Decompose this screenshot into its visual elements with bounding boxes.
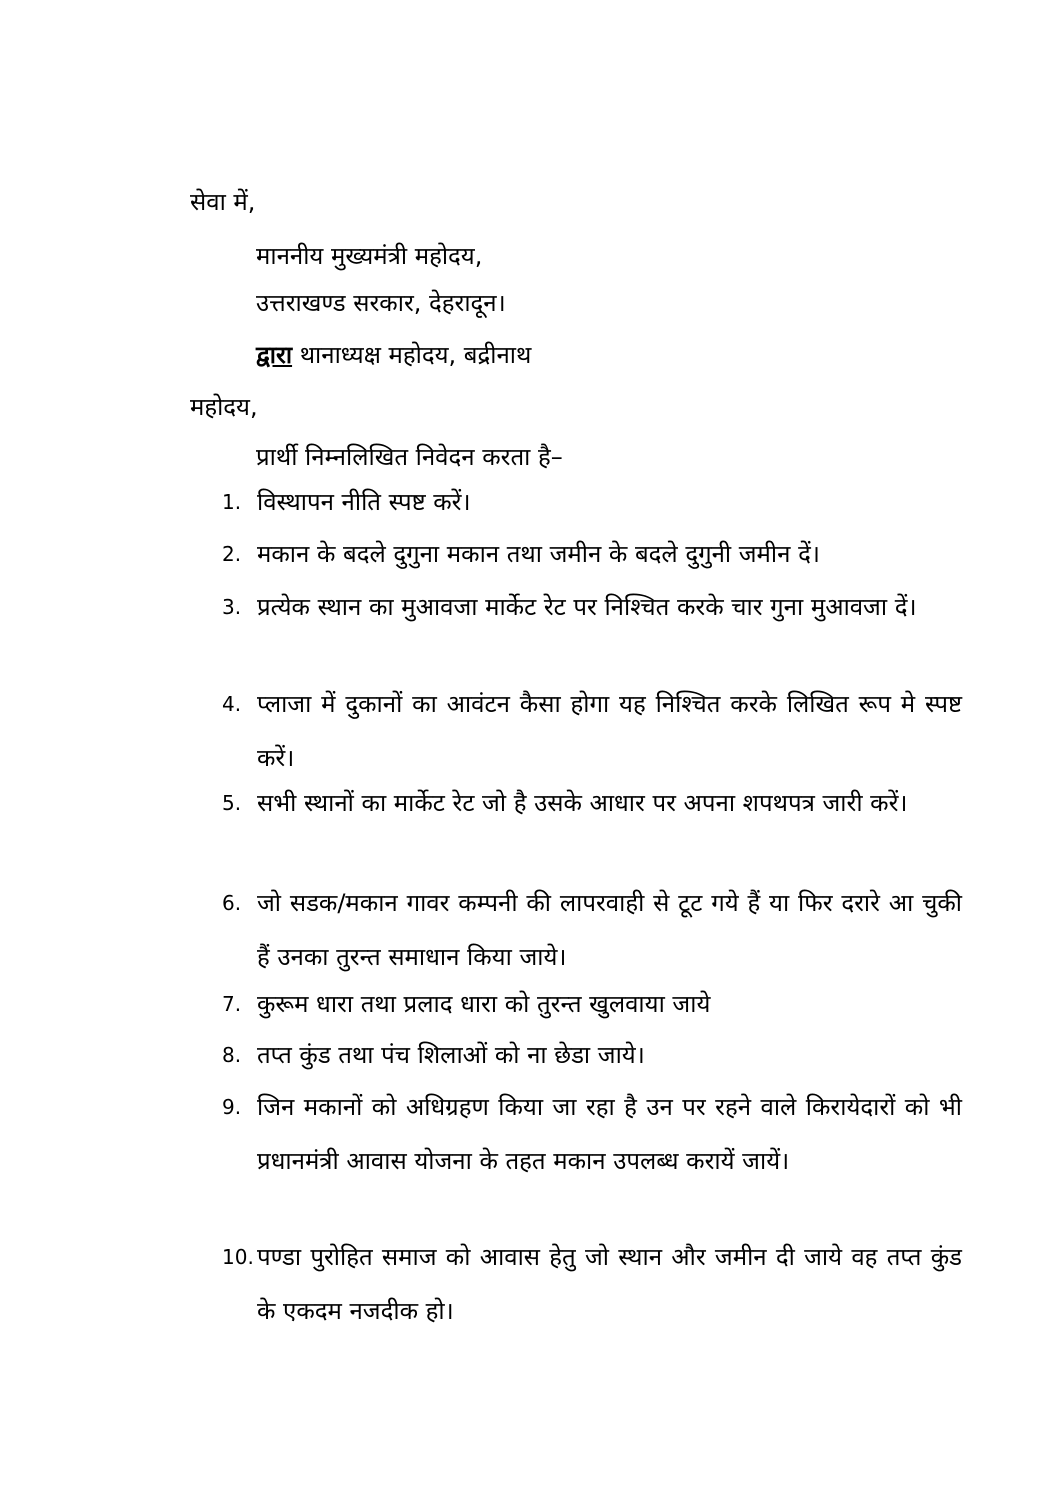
addressee-line-2: उत्तराखण्ड सरकार, देहरादून। <box>256 289 506 317</box>
demand-text: जो सडक/मकान गावर कम्पनी की लापरवाही से टूट गये हैं या फिर दरारे आ चुकी हैं उनका तुरन्त समाधान किया जाये। <box>257 889 962 971</box>
demand-number: 1. <box>222 490 242 514</box>
through-text: थानाध्यक्ष महोदय, बद्रीनाथ <box>292 341 532 369</box>
demand-text: पण्डा पुरोहित समाज को आवास हेतु जो स्थान और जमीन दी जाये वह तप्त कुंड के एकदम नजदीक हो। <box>257 1243 962 1325</box>
demand-item <box>222 1080 962 1188</box>
demand-item <box>222 475 962 529</box>
demand-number: 8. <box>222 1043 242 1067</box>
demand-text: जिन मकानों को अधिग्रहण किया जा रहा है उन पर रहने वाले किरायेदारों को भी प्रधानमंत्री आवास योजना के तहत मकान उपलब्ध करायें जायें। <box>257 1093 962 1175</box>
demand-text: सभी स्थानों का मार्केट रेट जो है उसके आधार पर अपना शपथपत्र जारी करें। <box>257 789 908 817</box>
demand-text: तप्त कुंड तथा पंच शिलाओं को ना छेडा जाये। <box>257 1041 645 1069</box>
demand-number: 5. <box>222 791 242 815</box>
demand-item <box>222 580 962 634</box>
demand-text: प्रत्येक स्थान का मुआवजा मार्केट रेट पर निश्चित करके चार गुना मुआवजा दें। <box>257 593 917 621</box>
through-line <box>256 339 531 371</box>
demand-number: 7. <box>222 992 242 1016</box>
intro-text: प्रार्थी निम्नलिखित निवेदन करता है– <box>256 443 563 471</box>
demand-item <box>222 977 962 1031</box>
demand-item <box>222 1028 962 1082</box>
demand-text: विस्थापन नीति स्पष्ट करें। <box>257 488 471 516</box>
demand-item <box>222 1230 962 1338</box>
demand-number: 6. <box>222 891 242 915</box>
demand-number: 10. <box>222 1245 254 1269</box>
demand-text: मकान के बदले दुगुना मकान तथा जमीन के बदले दुगुनी जमीन दें। <box>257 540 820 568</box>
addressee-line-1: माननीय मुख्यमंत्री महोदय, <box>256 242 483 270</box>
demand-text: प्लाजा में दुकानों का आवंटन कैसा होगा यह निश्चित करके लिखित रूप मे स्पष्ट करें। <box>257 690 962 772</box>
demand-item <box>222 677 962 785</box>
demand-number: 3. <box>222 595 242 619</box>
demand-number: 4. <box>222 692 242 716</box>
demand-text: कुरूम धारा तथा प्रलाद धारा को तुरन्त खुलवाया जाये <box>257 990 711 1018</box>
salutation: महोदय, <box>190 393 258 421</box>
demand-item <box>222 527 962 581</box>
greeting-to: सेवा में, <box>190 188 256 216</box>
through-label: द्वारा <box>256 341 293 369</box>
demand-number: 9. <box>222 1095 242 1119</box>
demand-item <box>222 776 962 830</box>
demand-number: 2. <box>222 542 242 566</box>
demand-item <box>222 876 962 984</box>
